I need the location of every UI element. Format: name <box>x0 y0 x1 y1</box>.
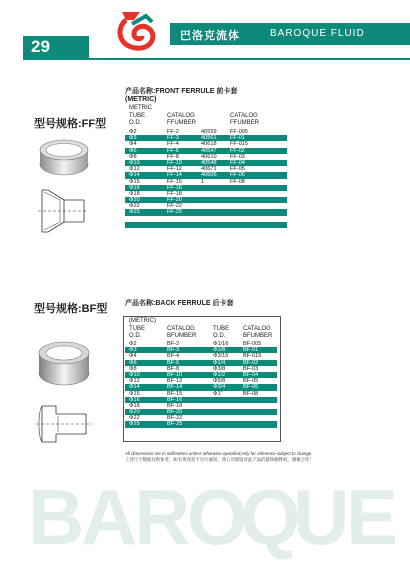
watermark-letter: B <box>28 473 85 561</box>
ff-cell-catalog: FF-14 <box>167 172 182 179</box>
ff-cell-tube-od: Φ15 <box>129 178 140 185</box>
bf-table <box>125 318 277 428</box>
ff-cell-catalog: FF-8 <box>167 153 179 160</box>
ff-product-title <box>125 88 237 104</box>
watermark-letter: U <box>293 473 350 561</box>
ff-cell-code: 40548 <box>201 159 217 166</box>
ff-cell-tube-od: Φ4 <box>129 141 137 148</box>
ff-header-metric: METRIC <box>129 105 152 111</box>
bf-cell-catalog-inch: BF-06 <box>243 384 259 391</box>
bf-cell-tube-od: Φ14 <box>129 384 140 391</box>
bf-cell-catalog: BF-18 <box>167 402 183 409</box>
ff-cell-ffumber: FF-005 <box>230 129 249 135</box>
bf-cell-tube-od: Φ25 <box>129 421 140 428</box>
bf-cell-tube-od: Φ6 <box>129 359 137 366</box>
bf-cell-catalog-inch: BF-02 <box>243 359 259 366</box>
watermark-letter: R <box>134 473 191 561</box>
page-number: 29 <box>23 36 89 58</box>
bf-header-tube-2: TUBE <box>213 326 230 332</box>
ff-cell-code: 40561 <box>201 135 217 142</box>
brand-banner <box>170 23 410 45</box>
ff-cell-tube-od: Φ2 <box>129 129 137 135</box>
bf-cell-tube-od-inch: Φ1" <box>213 390 223 397</box>
ff-cell-code: 40606 <box>201 172 217 179</box>
bf-cell-tube-od: Φ20 <box>129 409 140 416</box>
bf-cell-catalog: BF-6 <box>167 359 180 366</box>
back-ferrule-ring-image <box>36 335 92 391</box>
ff-cell-catalog: FF-10 <box>167 159 182 166</box>
bf-cell-tube-od-inch: Φ3/4 <box>213 384 226 391</box>
ff-table <box>125 105 287 228</box>
ff-header-catalog: CATALOG <box>167 113 195 119</box>
page-header <box>0 0 410 58</box>
ff-cell-code: 1 <box>201 178 205 185</box>
ff-cell-catalog: FF-4 <box>167 141 179 148</box>
ff-table-header <box>125 105 287 129</box>
front-ferrule-section-drawing <box>38 188 88 234</box>
bf-cell-catalog-inch: BF-01 <box>243 347 259 354</box>
ff-cell-catalog: FF-2 <box>167 129 179 135</box>
bf-cell-catalog: BF-4 <box>167 353 180 360</box>
ff-cell-tube-od: Φ25 <box>129 209 140 216</box>
footnote-cn: 上述尺寸数据仅供参考，如有更改恕不另行通知，我公司保留对此产品的最终解释权，谢谢合作！ <box>125 457 314 462</box>
bf-table-body <box>125 341 277 428</box>
ff-cell-catalog: FF-20 <box>167 197 182 204</box>
bf-cell-tube-od-inch: Φ1/2 <box>213 371 226 378</box>
ff-cell-catalog: FF-25 <box>167 209 182 216</box>
baroque-watermark <box>28 472 408 560</box>
bf-cell-catalog: BF-16 <box>167 396 183 403</box>
bf-cell-tube-od-inch: Φ1/16 <box>213 341 229 347</box>
bf-cell-tube-od-inch: Φ5/8 <box>213 378 226 385</box>
ff-cell-ffumber: FF-08 <box>230 178 245 185</box>
ff-header-ffumber: FFUMBER <box>167 120 196 126</box>
ff-cell-tube-od: Φ14 <box>129 172 140 179</box>
bf-table-header <box>125 318 277 341</box>
bf-cell-catalog: BF-14 <box>167 384 183 391</box>
ff-product-title-line2: (METRIC) <box>125 96 157 103</box>
bf-cell-catalog-inch: BF-03 <box>243 365 259 372</box>
ff-cell-code: 40610 <box>201 153 217 160</box>
bf-cell-catalog-inch: BF-08 <box>243 390 259 397</box>
ff-header-tube: TUBE <box>129 113 146 119</box>
ff-cell-catalog: FF-15 <box>167 178 182 185</box>
bf-cell-catalog: BF-3 <box>167 347 180 354</box>
ff-cell-ffumber: FF-015 <box>230 141 249 148</box>
bf-header-tube: TUBE <box>129 326 146 332</box>
bf-cell-catalog-inch: BF-05 <box>243 378 259 385</box>
bf-cell-catalog: BF-2 <box>167 341 180 347</box>
front-ferrule-ring-image <box>36 136 92 178</box>
ff-cell-code: 40671 <box>201 166 217 173</box>
bf-cell-tube-od: Φ16 <box>129 396 140 403</box>
bf-cell-tube-od: Φ4 <box>129 353 137 360</box>
bf-header-catalog: CATALOG <box>167 326 195 332</box>
ff-cell-ffumber: FF-04 <box>230 159 245 166</box>
ff-cell-ffumber: FF-03 <box>230 153 245 160</box>
ff-cell-tube-od: Φ18 <box>129 190 140 197</box>
ff-cell-tube-od: Φ3 <box>129 135 137 142</box>
footnote-en: All dimensions are in millimeters unless otherwise specified,only for reference subject to change. <box>125 451 313 456</box>
footnote <box>125 451 405 463</box>
ff-cell-catalog: FF-18 <box>167 190 182 197</box>
bf-header-catalog-2: CATALOG <box>243 326 271 332</box>
bf-cell-catalog: BF-25 <box>167 421 183 428</box>
bf-header-metric: (METRIC) <box>129 318 156 324</box>
ff-header-od: O.D. <box>129 120 142 126</box>
ff-section-label: 型号规格:FF型 <box>34 118 107 130</box>
bf-cell-tube-od: Φ3 <box>129 347 137 354</box>
bf-header-od-2: O.D. <box>213 333 226 339</box>
ff-cell-catalog: FF-12 <box>167 166 182 173</box>
ff-cell-tube-od: Φ20 <box>129 197 140 204</box>
bf-cell-tube-od-inch: Φ1/4 <box>213 359 226 366</box>
ff-table-row <box>125 222 287 228</box>
ff-cell-catalog: FF-6 <box>167 147 179 154</box>
bf-cell-catalog: BF-10 <box>167 371 183 378</box>
bf-cell-tube-od: Φ18 <box>129 402 140 409</box>
header-divider <box>23 58 410 60</box>
bf-table-row <box>125 421 277 427</box>
ff-cell-tube-od: Φ10 <box>129 159 140 166</box>
bf-header-bfumber: BFUMBER <box>167 333 197 339</box>
ff-cell-tube-od: Φ12 <box>129 166 140 173</box>
bf-cell-catalog: BF-8 <box>167 365 180 372</box>
ff-header-catalog-2: CATALOG <box>230 113 258 119</box>
ff-cell-ffumber: FF-06 <box>230 172 245 179</box>
back-ferrule-section-drawing <box>36 402 92 446</box>
brand-name-en: BAROQUE FLUID <box>270 28 365 39</box>
ff-cell-code: 40547 <box>201 147 217 154</box>
bf-section-label: 型号规格:BF型 <box>34 303 108 315</box>
ff-cell-tube-od: Φ16 <box>129 184 140 191</box>
ff-cell-tube-od: Φ22 <box>129 203 140 210</box>
bf-product-title: 产品名称:BACK FERRULE 后卡套 <box>125 300 234 307</box>
ff-cell-code: 40559 <box>201 129 217 135</box>
bf-cell-tube-od-inch: Φ1/8 <box>213 347 226 354</box>
ff-cell-ffumber: FF-05 <box>230 166 245 173</box>
ff-cell-tube-od: Φ6 <box>129 147 137 154</box>
ff-cell-catalog: FF-22 <box>167 203 182 210</box>
bf-cell-catalog-inch: BF-005 <box>243 341 262 347</box>
bf-header-bfumber-2: BFUMBER <box>243 333 273 339</box>
watermark-letter: Q <box>240 473 301 561</box>
bf-cell-catalog: BF-12 <box>167 378 183 385</box>
ff-cell-catalog: FF-16 <box>167 184 182 191</box>
bf-cell-tube-od: Φ10 <box>129 371 140 378</box>
ff-table-body <box>125 129 287 228</box>
ff-cell-code: 40618 <box>201 141 217 148</box>
brand-logo <box>112 6 162 54</box>
ff-cell-ffumber: FF-02 <box>230 147 245 154</box>
bf-cell-catalog-inch: BF-04 <box>243 371 259 378</box>
watermark-letter: O <box>187 473 248 561</box>
ff-header-ffumber-2: FFUMBER <box>230 120 259 126</box>
brand-name-cn: 巴洛克流体 <box>180 30 240 42</box>
ff-cell-ffumber: FF-01 <box>230 135 245 142</box>
bf-cell-tube-od-inch: Φ3/8 <box>213 365 226 372</box>
bf-cell-tube-od: Φ2 <box>129 341 137 347</box>
bf-cell-catalog: BF-20 <box>167 409 183 416</box>
ff-cell-catalog: FF-3 <box>167 135 179 142</box>
bf-cell-tube-od: Φ12 <box>129 378 140 385</box>
bf-cell-catalog-inch: BF-015 <box>243 353 262 360</box>
bf-cell-catalog: BF-22 <box>167 415 183 422</box>
bf-cell-tube-od: Φ15 <box>129 390 140 397</box>
watermark-letter: A <box>81 473 138 561</box>
bf-cell-tube-od: Φ22 <box>129 415 140 422</box>
bf-cell-tube-od-inch: Φ3/16 <box>213 353 229 360</box>
bf-cell-catalog: BF-15 <box>167 390 183 397</box>
ff-cell-tube-od: Φ8 <box>129 153 137 160</box>
bf-cell-tube-od: Φ8 <box>129 365 137 372</box>
watermark-letter: E <box>346 473 399 561</box>
bf-header-od: O.D. <box>129 333 142 339</box>
ff-product-title-line1: 产品名称:FRONT FERRULE 前卡套 <box>125 88 238 95</box>
